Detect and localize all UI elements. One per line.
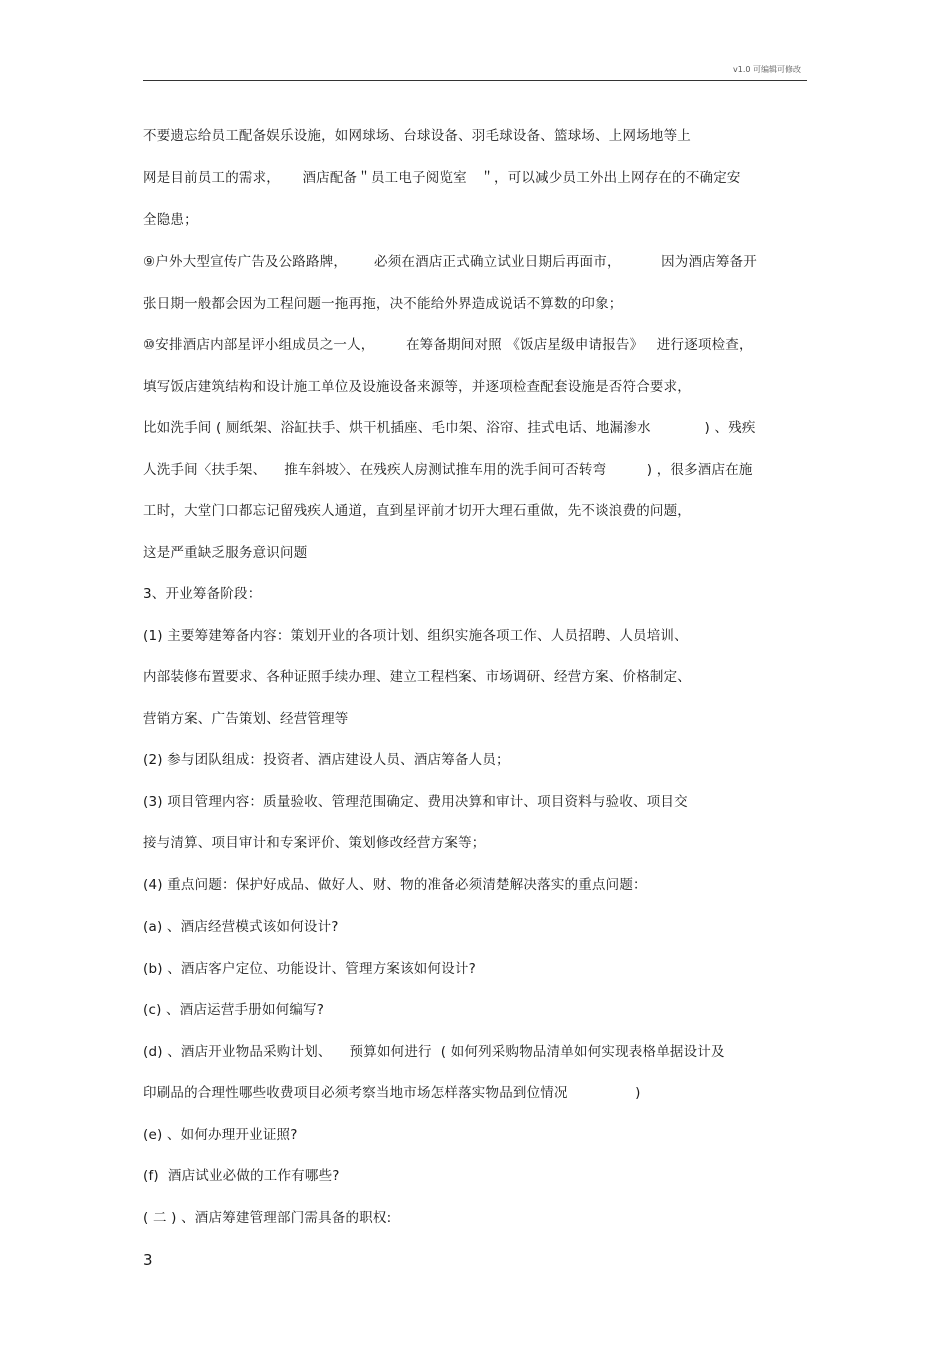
section-heading: 3、开业筹备阶段： bbox=[143, 586, 262, 602]
text-line: 张日期一般都会因为工程问题一拖再拖，决不能给外界造成说话不算数的印象； bbox=[143, 296, 623, 312]
list-item: (a) 、酒店经营模式该如何设计? bbox=[143, 919, 339, 935]
list-item: (f) 酒店试业必做的工作有哪些? bbox=[143, 1168, 340, 1184]
text-line: 营销方案、广告策划、经营管理等 bbox=[143, 711, 349, 727]
text-line: 全隐患； bbox=[143, 212, 198, 228]
text-line: (4) 重点问题：保护好成品、做好人、财、物的准备必须清楚解决落实的重点问题： bbox=[143, 877, 647, 893]
text-line: 工时，大堂门口都忘记留残疾人通道，直到星评前才切开大理石重做，先不谈浪费的问题， bbox=[143, 503, 691, 519]
text-line: ⑨户外大型宣传广告及公路路牌， 必须在酒店正式确立试业日期后再面市， 因为酒店筹备开 bbox=[143, 254, 757, 270]
text-line: 不要遗忘给员工配备娱乐设施，如网球场、台球设备、羽毛球设备、篮球场、上网场地等上 bbox=[143, 128, 691, 144]
section-heading: ( 二 ) 、酒店筹建管理部门需具备的职权: bbox=[143, 1210, 392, 1226]
text-line: (1) 主要筹建筹备内容：策划开业的各项计划、组织实施各项工作、人员招聘、人员培训、 bbox=[143, 628, 688, 644]
list-item: (e) 、如何办理开业证照? bbox=[143, 1127, 298, 1143]
list-item: (b) 、酒店客户定位、功能设计、管理方案该如何设计? bbox=[143, 961, 476, 977]
text-line: 接与清算、项目审计和专案评价、策划修改经营方案等； bbox=[143, 835, 486, 851]
list-item: (d) 、酒店开业物品采购计划、 预算如何进行 ( 如何列采购物品清单如何实现表格单据设计及 bbox=[143, 1044, 725, 1060]
text-line: 比如洗手间 ( 厕纸架、浴缸扶手、烘干机插座、毛巾架、浴帘、挂式电话、地漏渗水 ) 、残疾 bbox=[143, 420, 756, 436]
page-header bbox=[143, 64, 807, 81]
text-line: 内部装修布置要求、各种证照手续办理、建立工程档案、市场调研、经营方案、价格制定、 bbox=[143, 669, 691, 685]
text-line: (3) 项目管理内容：质量验收、管理范围确定、费用决算和审计、项目资料与验收、项目交 bbox=[143, 794, 688, 810]
text-line: 网是目前员工的需求， 酒店配备＂员工电子阅览室 ＂，可以减少员工外出上网存在的不确定安 bbox=[143, 170, 741, 186]
text-line: 人洗手间〈扶手架、 推车斜坡〉、在残疾人房测试推车用的洗手间可否转弯 ) ，很多酒店在施 bbox=[143, 462, 753, 478]
page-number: 3 bbox=[143, 1251, 153, 1269]
list-item: (c) 、酒店运营手册如何编写? bbox=[143, 1002, 325, 1018]
text-line: (2) 参与团队组成：投资者、酒店建设人员、酒店筹备人员； bbox=[143, 752, 510, 768]
text-line: 印刷品的合理性哪些收费项目必须考察当地市场怎样落实物品到位情况 ) bbox=[143, 1085, 641, 1101]
text-line: 这是严重缺乏服务意识问题 bbox=[143, 545, 308, 561]
text-line: 填写饭店建筑结构和设计施工单位及设施设备来源等，并逐项检查配套设施是否符合要求， bbox=[143, 379, 691, 395]
header-version-label: v1.0 可编辑可修改 bbox=[733, 65, 801, 74]
text-line: ⑩安排酒店内部星评小组成员之一人， 在筹备期间对照 《饭店星级申请报告》 进行逐项检查， bbox=[143, 337, 753, 353]
